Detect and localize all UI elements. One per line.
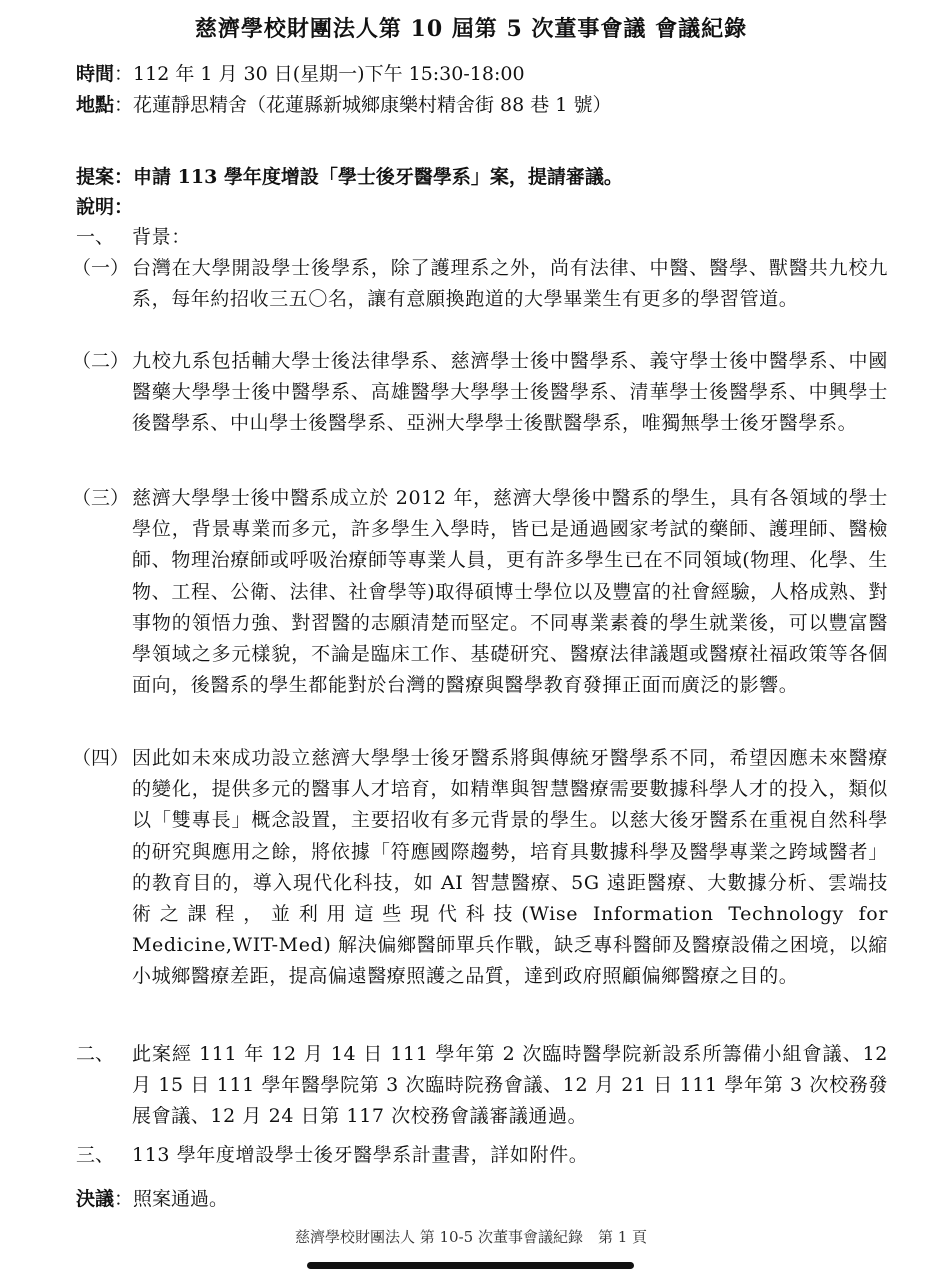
document-title: 慈濟學校財團法人第 10 屆第 5 次董事會議 會議紀錄 xyxy=(194,16,748,42)
time-value: ：112 年 1 月 30 日(星期一)下午 15:30-18:00 xyxy=(114,63,525,85)
proposal-label: 提案 xyxy=(76,166,115,188)
section-2-text: 此案經 111 年 12 月 14 日 111 學年第 2 次臨時醫學院新設系所籌備小組會議、12 月 15 日 111 學年醫學院第 3 次臨時院務會議、12 月 21 日 111 學年第 3 次校務發展會議、12 月 24 日第 117 次校務會議審議通過。 xyxy=(132,1043,888,1128)
section-1-label: 一、 xyxy=(76,226,115,248)
resolution xyxy=(76,1185,228,1213)
subitem-3-label: （三） xyxy=(72,487,130,509)
subitem-4-text: 因此如未來成功設立慈濟大學學士後牙醫系將與傳統牙醫學系不同，希望因應未來醫療的變化，提供多元的醫事人才培育，如精準與智慧醫療需要數據科學人才的投入，類似以「雙專長」概念設置，主要招收有多元背景的學生。以慈大後牙醫系在重視自然科學的研究與應用之餘，將依據「符應國際趨勢，培育具數據科學及醫學專業之跨域醫者」的教育目的，導入現代化科技，如 AI 智慧醫療、5G 遠距醫療、大數據分析、雲端技術之課程，並利用這些現代科技(Wise Information Technology for Medicine,WIT-Med) 解決偏鄉醫師單兵作戰，缺乏專科醫師及醫療設備之困境，以縮小城鄉醫療差距，提高偏遠醫療照護之品質，達到政府照顧偏鄉醫療之目的。 xyxy=(132,747,888,988)
proposal xyxy=(76,163,623,191)
subitem-2-label: （二） xyxy=(72,350,130,372)
explanation-label: 說明： xyxy=(76,196,134,218)
place-label: 地點 xyxy=(76,94,115,116)
page-footer: 慈濟學校財團法人 第 10-5 次董事會議紀錄 第 1 頁 xyxy=(294,1228,648,1246)
subitem-1-text: 台灣在大學開設學士後學系，除了護理系之外，尚有法律、中醫、醫學、獸醫共九校九系，每年約招收三五〇名，讓有意願換跑道的大學畢業生有更多的學習管道。 xyxy=(132,257,888,311)
subitem-4-label: （四） xyxy=(72,747,130,769)
subitem-1-label: （一） xyxy=(72,257,130,279)
meeting-place xyxy=(76,91,611,119)
subitem-2-text: 九校九系包括輔大學士後法律學系、慈濟學士後中醫學系、義守學士後中醫學系、中國醫藥大學學士後中醫學系、高雄醫學大學學士後醫學系、清華學士後醫學系、中興學士後醫學系、中山學士後醫學系、亞洲大學學士後獸醫學系，唯獨無學士後牙醫學系。 xyxy=(132,350,888,435)
resolution-value: ：照案通過。 xyxy=(114,1188,229,1210)
subitem-3-text: 慈濟大學學士後中醫系成立於 2012 年，慈濟大學後中醫系的學生，具有各領域的學士學位，背景專業而多元，許多學生入學時，皆已是通過國家考試的藥師、護理師、醫檢師、物理治療師或呼吸治療師等專業人員，更有許多學生已在不同領域(物理、化學、生物、工程、公衛、法律、社會學等)取得碩博士學位以及豐富的社會經驗，人格成熟、對事物的領悟力強、對習醫的志願清楚而堅定。不同專業素養的學生就業後，可以豐富醫學領域之多元樣貌，不論是臨床工作、基礎研究、醫療法律議題或醫療社福政策等各個面向，後醫系的學生都能對於台灣的醫療與醫學教育發揮正面而廣泛的影響。 xyxy=(132,487,888,697)
section-3-label: 三、 xyxy=(76,1144,115,1166)
section-1-text: 背景： xyxy=(132,226,191,248)
resolution-label: 決議 xyxy=(76,1188,115,1210)
proposal-value: ：申請 113 學年度增設「學士後牙醫學系」案，提請審議。 xyxy=(114,166,623,188)
time-label: 時間 xyxy=(76,63,115,85)
home-indicator-bar[interactable] xyxy=(307,1262,634,1269)
section-3-text: 113 學年度增設學士後牙醫學系計畫書，詳如附件。 xyxy=(132,1144,589,1166)
meeting-time xyxy=(76,60,525,88)
place-value: ：花蓮靜思精舍（花蓮縣新城鄉康樂村精舍街 88 巷 1 號） xyxy=(114,94,612,116)
section-2-label: 二、 xyxy=(76,1043,115,1065)
